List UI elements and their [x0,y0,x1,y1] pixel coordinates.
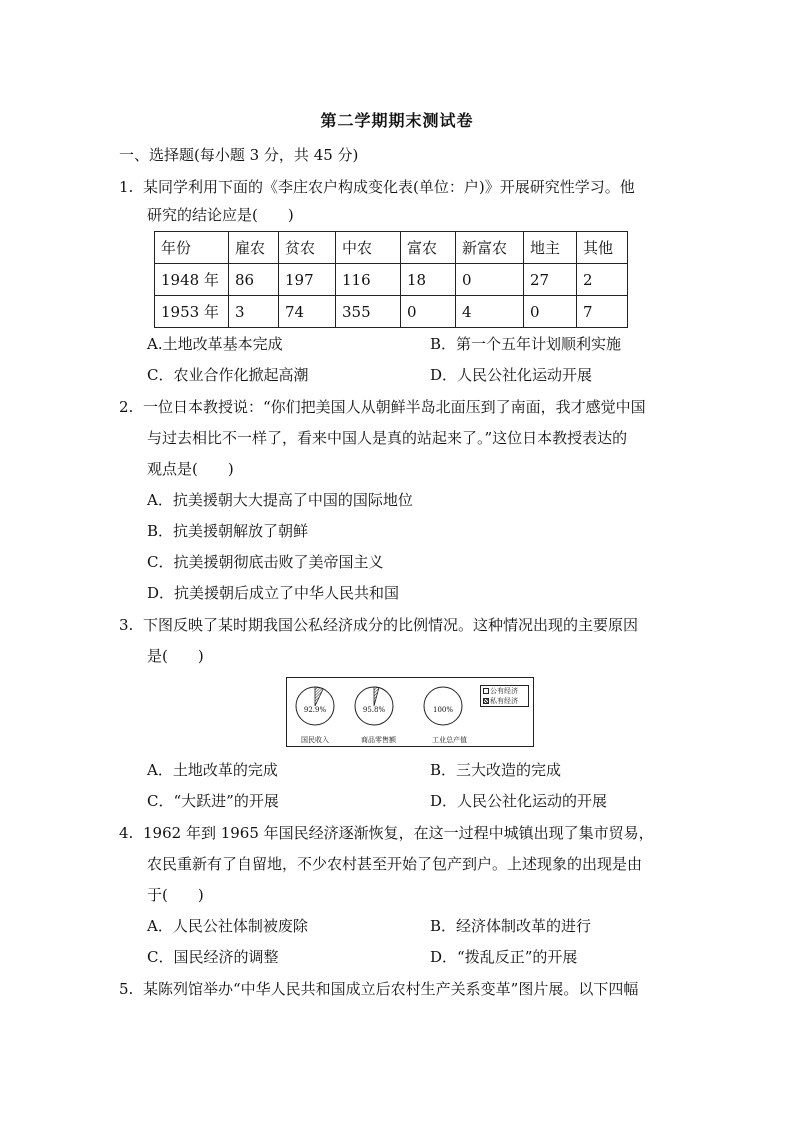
legend-item-public [481,686,528,696]
table-cell: 3 [229,296,279,328]
q1-option-a[interactable]: A.土地改革基本完成 [147,335,283,353]
q4-stem-line1: 1962 年到 1965 年国民经济逐渐恢复，在这一过程中城镇出现了集市贸易， [143,824,654,842]
table-cell: 4 [456,296,524,328]
pie-label-industrial-output: 工业总产值 [432,736,467,744]
table-cell: 0 [524,296,577,328]
table-cell: 18 [401,264,456,296]
table-cell: 355 [336,296,401,328]
pie-label-national-income: 国民收入 [301,736,329,744]
table-cell: 197 [279,264,336,296]
q2-number: 2. [119,398,134,416]
legend-swatch-public [483,688,489,694]
table-header-cell: 富农 [401,232,456,264]
q2-stem-line1: 一位日本教授说：“你们把美国人从朝鲜半岛北面压到了南面，我才感觉中国 [143,398,646,416]
q1-option-b[interactable]: B．第一个五年计划顺利实施 [430,335,622,353]
pie-value-label: 100% [432,706,454,714]
q3-stem-line2: 是( ) [147,647,204,665]
legend-label-private: 私有经济 [490,697,518,705]
q2-stem-line3: 观点是( ) [147,460,234,478]
q2-option-b[interactable]: B．抗美援朝解放了朝鲜 [147,522,309,540]
table-cell: 116 [336,264,401,296]
pie-value-label: 92.9% [303,706,327,714]
q1-option-d[interactable]: D．人民公社化运动开展 [430,366,593,384]
q4-option-c[interactable]: C．国民经济的调整 [147,948,279,966]
q4-number: 4. [119,824,134,842]
q1-number: 1. [119,178,134,196]
table-cell: 1953 年 [155,296,229,328]
q3-option-b[interactable]: B．三大改造的完成 [430,761,562,779]
q4-option-b[interactable]: B．经济体制改革的进行 [430,917,592,935]
q2-option-a[interactable]: A．抗美援朝大大提高了中国的国际地位 [147,491,413,509]
q3-option-a[interactable]: A．土地改革的完成 [147,761,278,779]
table-cell: 74 [279,296,336,328]
table-row [155,264,628,296]
q5-stem-line1: 某陈列馆举办“中华人民共和国成立后农村生产关系变革”图片展。以下四幅 [143,980,639,998]
q4-stem-line3: 于( ) [147,886,204,904]
pie-label-retail-sales: 商品零售额 [361,736,396,744]
q3-option-c[interactable]: C．“大跃进”的开展 [147,792,279,810]
table-cell: 2 [577,264,628,296]
legend-label-public: 公有经济 [490,687,518,695]
table-header-cell: 其他 [577,232,628,264]
q2-option-c[interactable]: C．抗美援朝彻底击败了美帝国主义 [147,553,384,571]
q3-pie-figure [286,677,534,747]
q1-option-c[interactable]: C．农业合作化掀起高潮 [147,366,309,384]
legend-item-private [481,696,528,706]
q1-stem-line1: 某同学利用下面的《李庄农户构成变化表(单位：户)》开展研究性学习。他 [143,178,635,196]
table-cell: 0 [401,296,456,328]
q3-stem-line1: 下图反映了某时期我国公私经济成分的比例情况。这种情况出现的主要原因 [143,616,639,634]
q3-number: 3. [119,616,134,634]
q2-stem-line2: 与过去相比不一样了，看来中国人是真的站起来了。”这位日本教授表达的 [147,429,628,447]
table-cell: 7 [577,296,628,328]
q4-stem-line2: 农民重新有了自留地，不少农村甚至开始了包产到户。上述现象的出现是由 [147,855,643,873]
pie-value-label: 95.8% [362,706,386,714]
table-header-cell: 雇农 [229,232,279,264]
table-cell: 0 [456,264,524,296]
q5-number: 5. [119,980,134,998]
table-cell: 86 [229,264,279,296]
table-header-cell: 中农 [336,232,401,264]
section-heading: 一、选择题(每小题 3 分，共 45 分) [119,146,359,164]
q4-option-a[interactable]: A．人民公社体制被废除 [147,917,308,935]
table-header-cell: 贫农 [279,232,336,264]
table-cell: 27 [524,264,577,296]
table-header-row [155,232,628,264]
table-header-cell: 地主 [524,232,577,264]
q2-option-d[interactable]: D．抗美援朝后成立了中华人民共和国 [147,584,400,602]
table-header-cell: 年份 [155,232,229,264]
q1-data-table [154,231,628,328]
table-header-cell: 新富农 [456,232,524,264]
q1-stem-line2: 研究的结论应是( ) [147,206,294,224]
pie-legend [480,685,529,707]
q3-option-d[interactable]: D．人民公社化运动的开展 [430,792,608,810]
table-cell: 1948 年 [155,264,229,296]
legend-swatch-private [483,698,489,704]
table-row [155,296,628,328]
page-title: 第二学期期末测试卷 [320,111,474,130]
q4-option-d[interactable]: D．“拨乱反正”的开展 [430,948,578,966]
